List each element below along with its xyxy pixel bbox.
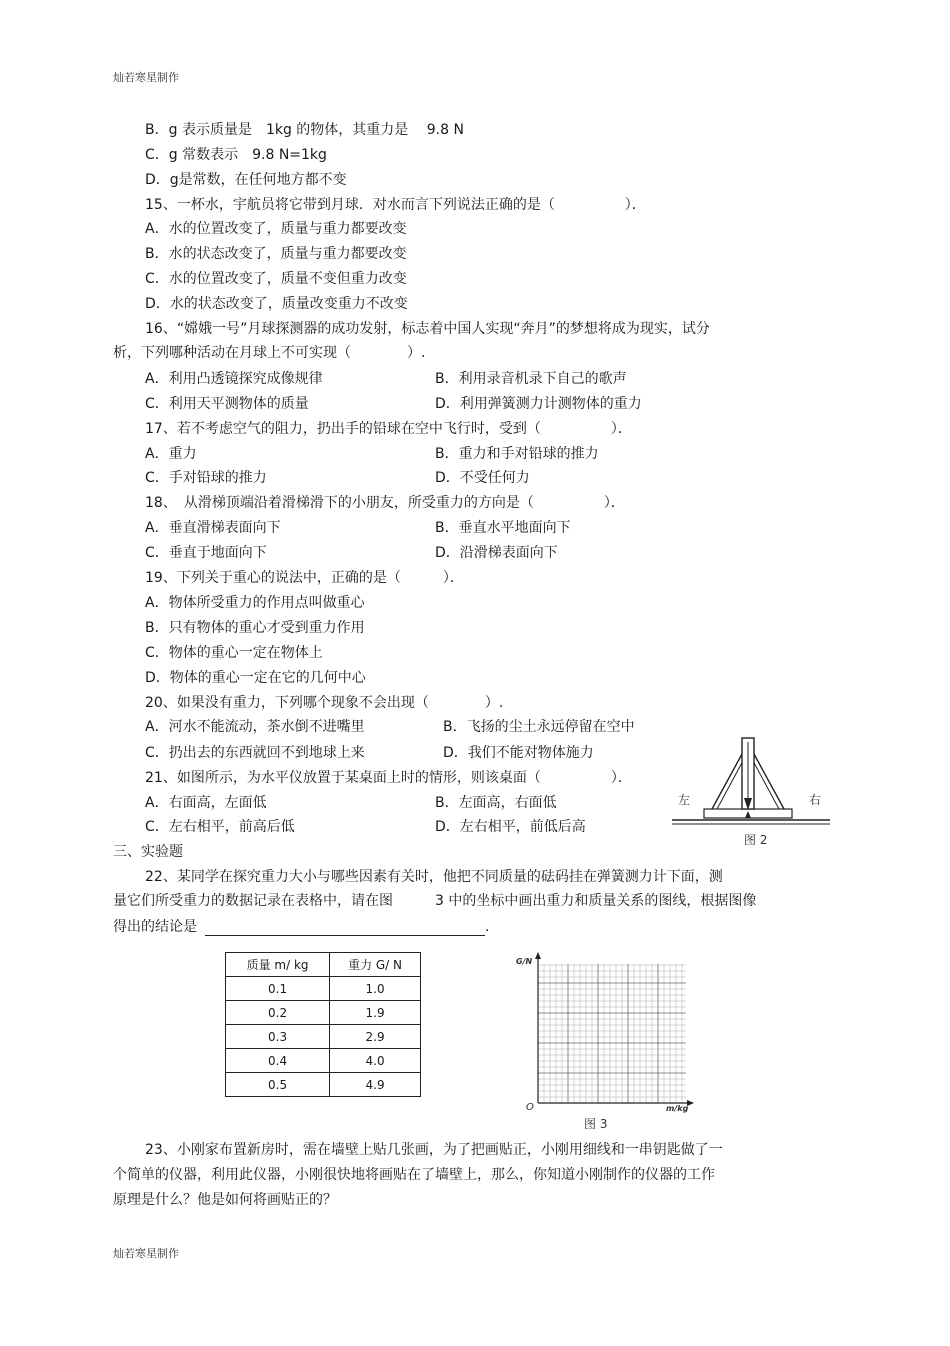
page-footer: 灿若寒星制作 xyxy=(113,1247,179,1260)
figure-2-caption: 图 2 xyxy=(744,833,768,847)
q21-option-d: D．左右相平，前低后高 xyxy=(435,819,586,835)
q18-option-b: B．垂直水平地面向下 xyxy=(435,520,571,536)
table-row xyxy=(226,1073,421,1097)
q17-option-c: C．手对铅球的推力 xyxy=(145,470,267,486)
q15-option-c: C．水的位置改变了，质量不变但重力改变 xyxy=(145,271,407,287)
figure-3-y-arrow xyxy=(535,952,541,959)
q20-option-a: A．河水不能流动，茶水倒不进嘴里 xyxy=(145,719,365,735)
q16-stem-line2: 析，下列哪种活动在月球上不可实现（ ）. xyxy=(113,345,426,361)
table-header-row xyxy=(226,953,421,977)
q21-option-b: B．左面高，右面低 xyxy=(435,795,557,811)
q19-option-d: D．物体的重心一定在它的几何中心 xyxy=(145,670,366,686)
q18-option-c: C．垂直于地面向下 xyxy=(145,545,267,561)
q22-stem-line3 xyxy=(113,918,489,936)
figure-2-level-diagram xyxy=(668,732,834,850)
figure-2-right-strut xyxy=(754,754,784,809)
table-row xyxy=(226,1025,421,1049)
table-cell: 4.9 xyxy=(330,1073,421,1097)
q22-stem-line2: 量它们所受重力的数据记录在表格中，请在图 3 中的坐标中画出重力和质量关系的图线，根据图像 xyxy=(113,893,757,909)
q14-option-c: C．g 常数表示 9.8 N=1kg xyxy=(145,147,327,163)
q16-option-a: A．利用凸透镜探究成像规律 xyxy=(145,371,323,387)
q14-option-b: B．g 表示质量是 1kg 的物体，其重力是 9.8 N xyxy=(145,122,464,138)
q21-stem: 21、如图所示，为水平仪放置于某桌面上时的情形，则该桌面（ ）． xyxy=(145,770,632,786)
table-cell: 2.9 xyxy=(330,1025,421,1049)
q15-option-d: D．水的状态改变了，质量改变重力不改变 xyxy=(145,296,408,312)
table-cell: 4.0 xyxy=(330,1049,421,1073)
q15-stem: 15、一杯水，宇航员将它带到月球．对水而言下列说法正确的是（ ）． xyxy=(145,197,646,213)
q18-option-a: A．垂直滑梯表面向下 xyxy=(145,520,281,536)
q16-option-c: C．利用天平测物体的质量 xyxy=(145,396,309,412)
q17-option-d: D．不受任何力 xyxy=(435,470,530,486)
q17-option-a: A．重力 xyxy=(145,446,197,462)
q20-stem: 20、如果没有重力，下列哪个现象不会出现（ ）. xyxy=(145,695,504,711)
table-cell: 1.0 xyxy=(330,977,421,1001)
q18-option-d: D．沿滑梯表面向下 xyxy=(435,545,558,561)
q16-stem-line1: 16、“嫦娥一号”月球探测器的成功发射，标志着中国人实现“奔月”的梦想将成为现实，试分 xyxy=(145,321,710,337)
table-cell: 0.1 xyxy=(226,977,330,1001)
q19-option-b: B．只有物体的重心才受到重力作用 xyxy=(145,620,365,636)
q14-option-d: D．g是常数，在任何地方都不变 xyxy=(145,172,347,188)
q16-option-b: B．利用录音机录下自己的歌声 xyxy=(435,371,627,387)
table-row xyxy=(226,977,421,1001)
q23-stem-line1: 23、小刚家布置新房时，需在墙壁上贴几张画，为了把画贴正，小刚用细线和一串钥匙做了一 xyxy=(145,1142,723,1158)
q22-stem-line1: 22、某同学在探究重力大小与哪些因素有关时，他把不同质量的砝码挂在弹簧测力计下面，测 xyxy=(145,869,723,885)
table-cell: 1.9 xyxy=(330,1001,421,1025)
q22-conclusion-label: 得出的结论是 xyxy=(113,919,197,935)
figure-3-grid-lines xyxy=(538,964,686,1103)
q19-stem: 19、下列关于重心的说法中，正确的是（ ）． xyxy=(145,570,464,586)
q21-option-a: A．右面高，左面低 xyxy=(145,795,267,811)
section-title-experiment: 三、实验题 xyxy=(113,844,183,860)
figure-2-left-strut-inner xyxy=(717,759,744,809)
figure-2-left-label: 左 xyxy=(678,793,691,807)
q17-option-b: B．重力和手对铅球的推力 xyxy=(435,446,599,462)
page-header: 灿若寒星制作 xyxy=(113,71,179,84)
figure-3-x-label: m/kg xyxy=(666,1104,689,1113)
table-cell: 0.3 xyxy=(226,1025,330,1049)
q22-period: . xyxy=(485,919,490,935)
figure-3-grid xyxy=(510,950,700,1135)
gravity-mass-table xyxy=(225,952,421,1097)
q22-answer-blank[interactable] xyxy=(205,921,485,936)
table-cell: 0.5 xyxy=(226,1073,330,1097)
q23-stem-line2: 个简单的仪器，利用此仪器，小刚很快地将画贴在了墙壁上，那么，你知道小刚制作的仪器的工作 xyxy=(113,1167,715,1183)
q21-option-c: C．左右相平，前高后低 xyxy=(145,819,295,835)
q23-stem-line3: 原理是什么？他是如何将画贴正的？ xyxy=(113,1192,337,1208)
table-row xyxy=(226,1049,421,1073)
table-cell: 0.4 xyxy=(226,1049,330,1073)
q16-option-d: D．利用弹簧测力计测物体的重力 xyxy=(435,396,642,412)
table-header-mass: 质量 m/ kg xyxy=(226,953,330,977)
q17-stem: 17、若不考虑空气的阻力，扔出手的铅球在空中飞行时，受到（ ）． xyxy=(145,421,632,437)
q18-stem: 18、 从滑梯顶端沿着滑梯滑下的小朋友，所受重力的方向是（ ）． xyxy=(145,495,625,511)
q19-option-a: A．物体所受重力的作用点叫做重心 xyxy=(145,595,365,611)
figure-2-left-strut xyxy=(712,754,742,809)
q20-option-c: C．扔出去的东西就回不到地球上来 xyxy=(145,745,365,761)
q20-option-d: D．我们不能对物体施力 xyxy=(443,745,594,761)
figure-2-right-label: 右 xyxy=(809,793,822,807)
figure-3-caption: 图 3 xyxy=(584,1117,608,1131)
figure-3-origin: O xyxy=(526,1102,534,1113)
figure-3-y-label: G/N xyxy=(516,957,533,966)
figure-2-right-strut-inner xyxy=(752,759,779,809)
q15-option-b: B．水的状态改变了，质量与重力都要改变 xyxy=(145,246,407,262)
table-cell: 0.2 xyxy=(226,1001,330,1025)
q19-option-c: C．物体的重心一定在物体上 xyxy=(145,645,323,661)
q20-option-b: B．飞扬的尘土永远停留在空中 xyxy=(443,719,635,735)
table-row xyxy=(226,1001,421,1025)
q15-option-a: A．水的位置改变了，质量与重力都要改变 xyxy=(145,221,407,237)
table-header-gravity: 重力 G/ N xyxy=(330,953,421,977)
